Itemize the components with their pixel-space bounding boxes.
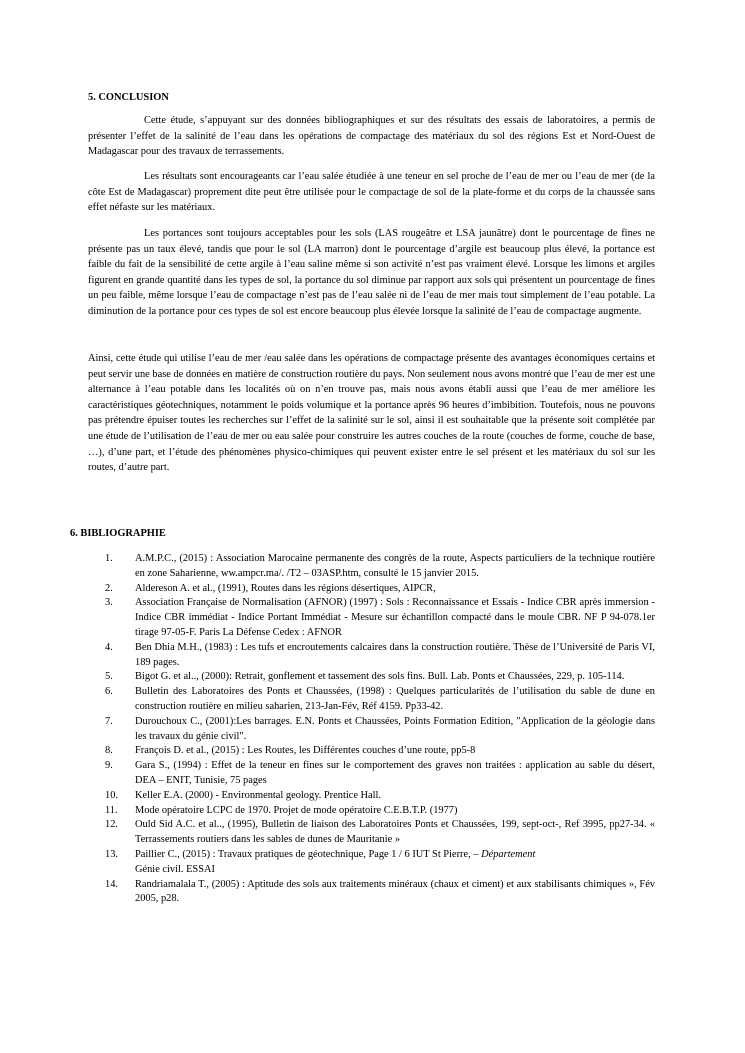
conclusion-heading: 5. CONCLUSION bbox=[88, 92, 169, 103]
entry-text: Ben Dhia M.H., (1983) : Les tufs et encroutements calcaires dans la construction routière. Thèse de l’Université de Paris VI, 189 pages. bbox=[135, 641, 655, 668]
entry-text-continued: Génie civil. ESSAI bbox=[135, 863, 215, 875]
entry-number: 2. bbox=[105, 582, 113, 594]
bibliography-entry bbox=[93, 596, 655, 640]
entry-text: Mode opératoire LCPC de 1970. Projet de mode opératoire C.E.B.T.P. (1977) bbox=[135, 804, 458, 816]
entry-number: 7. bbox=[105, 715, 113, 727]
entry-text: Paillier C., (2015) : Travaux pratiques de géotechnique, Page 1 / 6 IUT St Pierre, – bbox=[135, 848, 482, 860]
entry-number: 6. bbox=[105, 686, 113, 698]
entry-text: Gara S., (1994) : Effet de la teneur en fines sur le comportement des graves non traitées : application au sable du désert, DEA – ENIT, Tunisie, 75 pages bbox=[135, 760, 655, 786]
entry-number: 13. bbox=[105, 848, 118, 860]
entry-number: 11. bbox=[105, 804, 118, 816]
entry-number: 4. bbox=[105, 641, 113, 653]
bibliography-entry bbox=[93, 759, 655, 789]
bibliography-entry bbox=[93, 744, 655, 759]
entry-text: Aldereson A. et al., (1991), Routes dans les régions désertiques, AIPCR, bbox=[135, 582, 436, 594]
entry-text: Keller E.A. (2000) - Environmental geology. Prentice Hall. bbox=[135, 789, 382, 801]
entry-text: Durouchoux C., (2001):Les barrages. E.N. Ponts et Chaussées, Points Formation Edition, "Application de la géologie dans les travaux du génie civil". bbox=[135, 715, 655, 742]
bibliography-entry bbox=[93, 641, 655, 671]
entry-number: 5. bbox=[105, 671, 113, 683]
entry-text: Bulletin des Laboratoires des Ponts et Chaussées, (1998) : Quelques particularités de l’utilisation du sable de dune en construction routière en milieu saharien, 213-Jan-Fév, Réf 4159. Pp33-42. bbox=[135, 686, 655, 712]
entry-number: 8. bbox=[105, 745, 113, 757]
entry-italic-text: Département bbox=[481, 848, 536, 860]
entry-number: 3. bbox=[105, 597, 113, 609]
conclusion-paragraph-4: Ainsi, cette étude qui utilise l’eau de mer /eau salée dans les opérations de compactage présente des avantages économiques certains et peut servir une base de données en matière de construction routière du pays. Non seulement nous avons montré que l’eau de mer est une alternance à l’eau potable dans les localités où on n’en trouve pas, mais nous avons établi aussi que l’eau de mer améliore les caractéristiques géotechniques, notamment le poids volumique et la portance après 96 heures d’imbibition. Toutefois, nous ne pouvons pas prétendre épuiser toutes les recherches sur l’effet de la salinité sur le sol, ainsi il est souhaitable que la présente soit complétée par une étude de l’utilisation de l’eau de mer ou eau salée pour construire les autres couches de la route (couches de forme, couche de base, …), d’une part, et l’étude des phénomènes physico-chimiques qui peuvent exister entre le sel présent et les matériaux du sol sur les routes, d’autre part. bbox=[88, 353, 655, 474]
entry-number: 14. bbox=[105, 878, 118, 890]
bibliography-entry bbox=[93, 789, 655, 804]
bibliography-entry bbox=[93, 878, 655, 908]
bibliography-list bbox=[93, 552, 655, 907]
entry-text: A.M.P.C., (2015) : Association Marocaine permanente des congrès de la route, Aspects particuliers de la technique routière en zone Saharienne, ww.ampcr.ma/. /T2 – 03ASP.htm, consulté le 15 janvier 2015. bbox=[135, 553, 655, 579]
conclusion-paragraph-3: Les portances sont toujours acceptables pour les sols (LAS rougeâtre et LSA jaunâtre) dont le pourcentage de fines ne présente pas un taux élevé, tandis que pour le sol (LA marron) dont le pourcentage d’argile est beaucoup plus élevé, la portance est faible du fait de la sensibilité de cette argile à l’eau saline même si son activité n’est pas vraiment élevé. Lorsque les limons et argiles figurent en grande quantité dans les types de sol, la portance du sol diminue par rapport aux sols qui présentent un pourcentage de fines un peu faible, même lorsque l’eau de compactage n’est pas de l’eau salée ni de l’eau de mer mais tout simplement de l’eau potable. La diminution de la portance pour ces types de sol est encore beaucoup plus élevée lorsque la salinité de l’eau de compactage augmente. bbox=[88, 228, 655, 317]
entry-text: Randriamalala T., (2005) : Aptitude des sols aux traitements minéraux (chaux et ciment) et aux stabilisants chimiques », Fév 2005, p28. bbox=[135, 878, 655, 905]
bibliography-heading: 6. BIBLIOGRAPHIE bbox=[70, 528, 166, 539]
entry-number: 10. bbox=[105, 789, 118, 801]
entry-text: François D. et al., (2015) : Les Routes, les Différentes couches d’une route, pp5-8 bbox=[135, 745, 476, 757]
bibliography-entry bbox=[93, 670, 655, 685]
conclusion-paragraph-2: Les résultats sont encourageants car l’eau salée étudiée à une teneur en sel proche de l’eau de mer ou l’eau de mer (de la côte Est de Madagascar) proprement dite peut être utilisée pour le compactage de sol de la plate-forme et du corps de la chaussée sans effet néfaste sur les matériaux. bbox=[88, 171, 655, 214]
bibliography-entry bbox=[93, 818, 655, 848]
bibliography-entry bbox=[93, 552, 655, 582]
entry-text: Ould Sid A.C. et al.., (1995), Bulletin de liaison des Laboratoires Ponts et Chaussées, 199, sept-oct-, Ref 3995, pp27-34. « Terrassements routiers dans les sables de dunes de Mauritanie » bbox=[135, 819, 655, 846]
bibliography-entry bbox=[93, 804, 655, 819]
entry-text: Association Française de Normalisation (AFNOR) (1997) : Sols : Reconnaissance et Essais - Indice CBR après immersion - Indice CBR immédiat - Indice Portant Immédiat - Mesure sur échantillon compacté dans le moule CBR. NF P 94-078.1er tirage 97-05-F. Paris La Défense Cedex : AFNOR bbox=[135, 597, 655, 638]
entry-number: 12. bbox=[105, 819, 118, 831]
bibliography-entry bbox=[93, 582, 655, 597]
conclusion-paragraph-1: Cette étude, s’appuyant sur des données bibliographiques et sur des résultats des essais de laboratoires, a permis de présenter l’effet de la salinité de l’eau dans les opérations de compactage des matériaux du sol des régions Est et Nord-Ouest de Madagascar pour des travaux de terrassements. bbox=[88, 115, 655, 158]
entry-number: 9. bbox=[105, 760, 113, 772]
bibliography-entry bbox=[93, 715, 655, 745]
entry-number: 1. bbox=[105, 553, 113, 564]
bibliography-entry bbox=[93, 848, 655, 878]
bibliography-entry bbox=[93, 685, 655, 715]
entry-text: Bigot G. et al.., (2000): Retrait, gonflement et tassement des sols fins. Bull. Lab. Ponts et Chaussées, 229, p. 105-114. bbox=[135, 671, 625, 683]
